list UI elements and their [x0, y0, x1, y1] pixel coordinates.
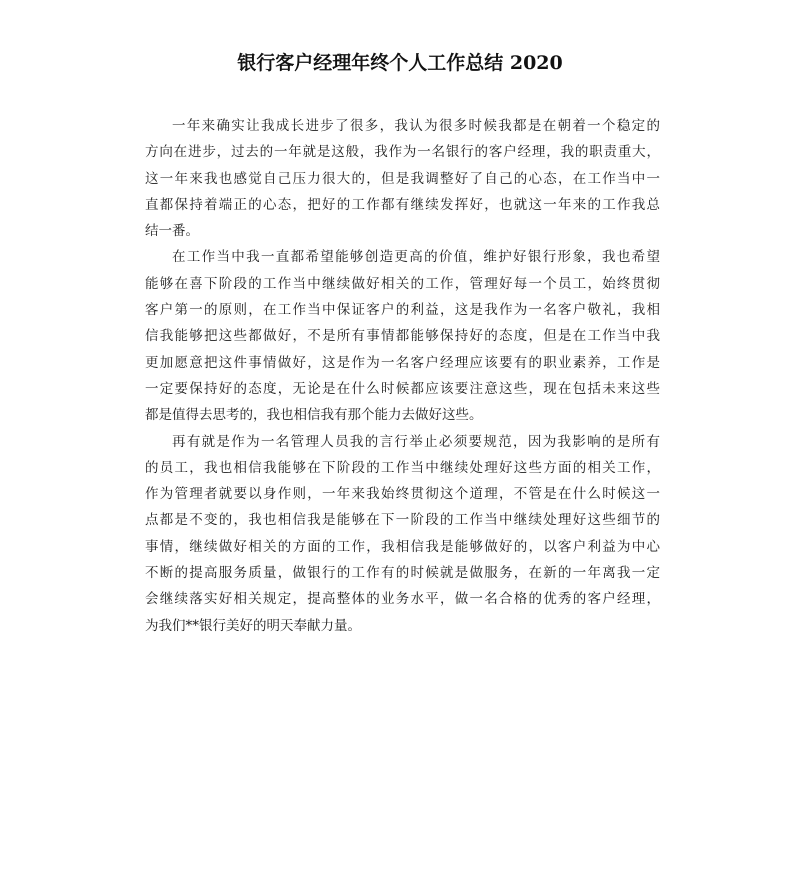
text-line: 方向在进步，过去的一年就是这般，我作为一名银行的客户经理，我的职责重大，: [145, 144, 660, 161]
text-line: 更加愿意把这件事情做好，这是作为一名客户经理应该要有的职业素养，工作是: [145, 354, 660, 371]
paragraph-1: [145, 113, 660, 244]
text-line: 事情，继续做好相关的方面的工作，我相信我是能够做好的，以客户利益为中心: [145, 538, 660, 555]
paragraph-3: [145, 429, 660, 639]
text-line: 能够在喜下阶段的工作当中继续做好相关的工作，管理好每一个员工，始终贯彻: [145, 275, 660, 292]
text-line: 为我们**银行美好的明天奉献力量。: [145, 617, 361, 634]
text-line: 信我能够把这些都做好，不是所有事情都能够保持好的态度，但是在工作当中我: [145, 328, 660, 345]
text-line: 会继续落实好相关规定，提高整体的业务水平，做一名合格的优秀的客户经理，: [145, 591, 660, 608]
text-line: 再有就是作为一名管理人员我的言行举止必须要规范，因为我影响的是所有: [172, 433, 660, 450]
text-line: 一年来确实让我成长进步了很多，我认为很多时候我都是在朝着一个稳定的: [172, 118, 660, 134]
text-line: 点都是不变的，我也相信我是能够在下一阶段的工作当中继续处理好这些细节的: [145, 512, 660, 529]
text-line: 都是值得去思考的，我也相信我有那个能力去做好这些。: [145, 407, 483, 424]
text-line: 的员工，我也相信我能够在下阶段的工作当中继续处理好这些方面的相关工作，: [145, 459, 660, 476]
text-line: 直都保持着端正的心态，把好的工作都有继续发挥好，也就这一年来的工作我总: [145, 196, 660, 213]
document-title: 银行客户经理年终个人工作总结 2020: [237, 52, 563, 74]
text-line: 结一番。: [145, 223, 199, 240]
text-line: 一定要保持好的态度，无论是在什么时候都应该要注意这些，现在包括未来这些: [145, 380, 660, 397]
paragraph-2: [145, 244, 660, 428]
text-line: 作为管理者就要以身作则，一年来我始终贯彻这个道理，不管是在什么时候这一: [145, 486, 660, 503]
text-line: 不断的提高服务质量，做银行的工作有的时候就是做服务，在新的一年离我一定: [145, 565, 660, 582]
text-line: 客户第一的原则，在工作当中保证客户的利益，这是我作为一名客户敬礼，我相: [145, 302, 660, 319]
document-body: [145, 113, 660, 639]
text-line: 这一年来我也感觉自己压力很大的，但是我调整好了自己的心态，在工作当中一: [145, 170, 660, 187]
text-line: 在工作当中我一直都希望能够创造更高的价值，维护好银行形象，我也希望: [172, 249, 660, 266]
